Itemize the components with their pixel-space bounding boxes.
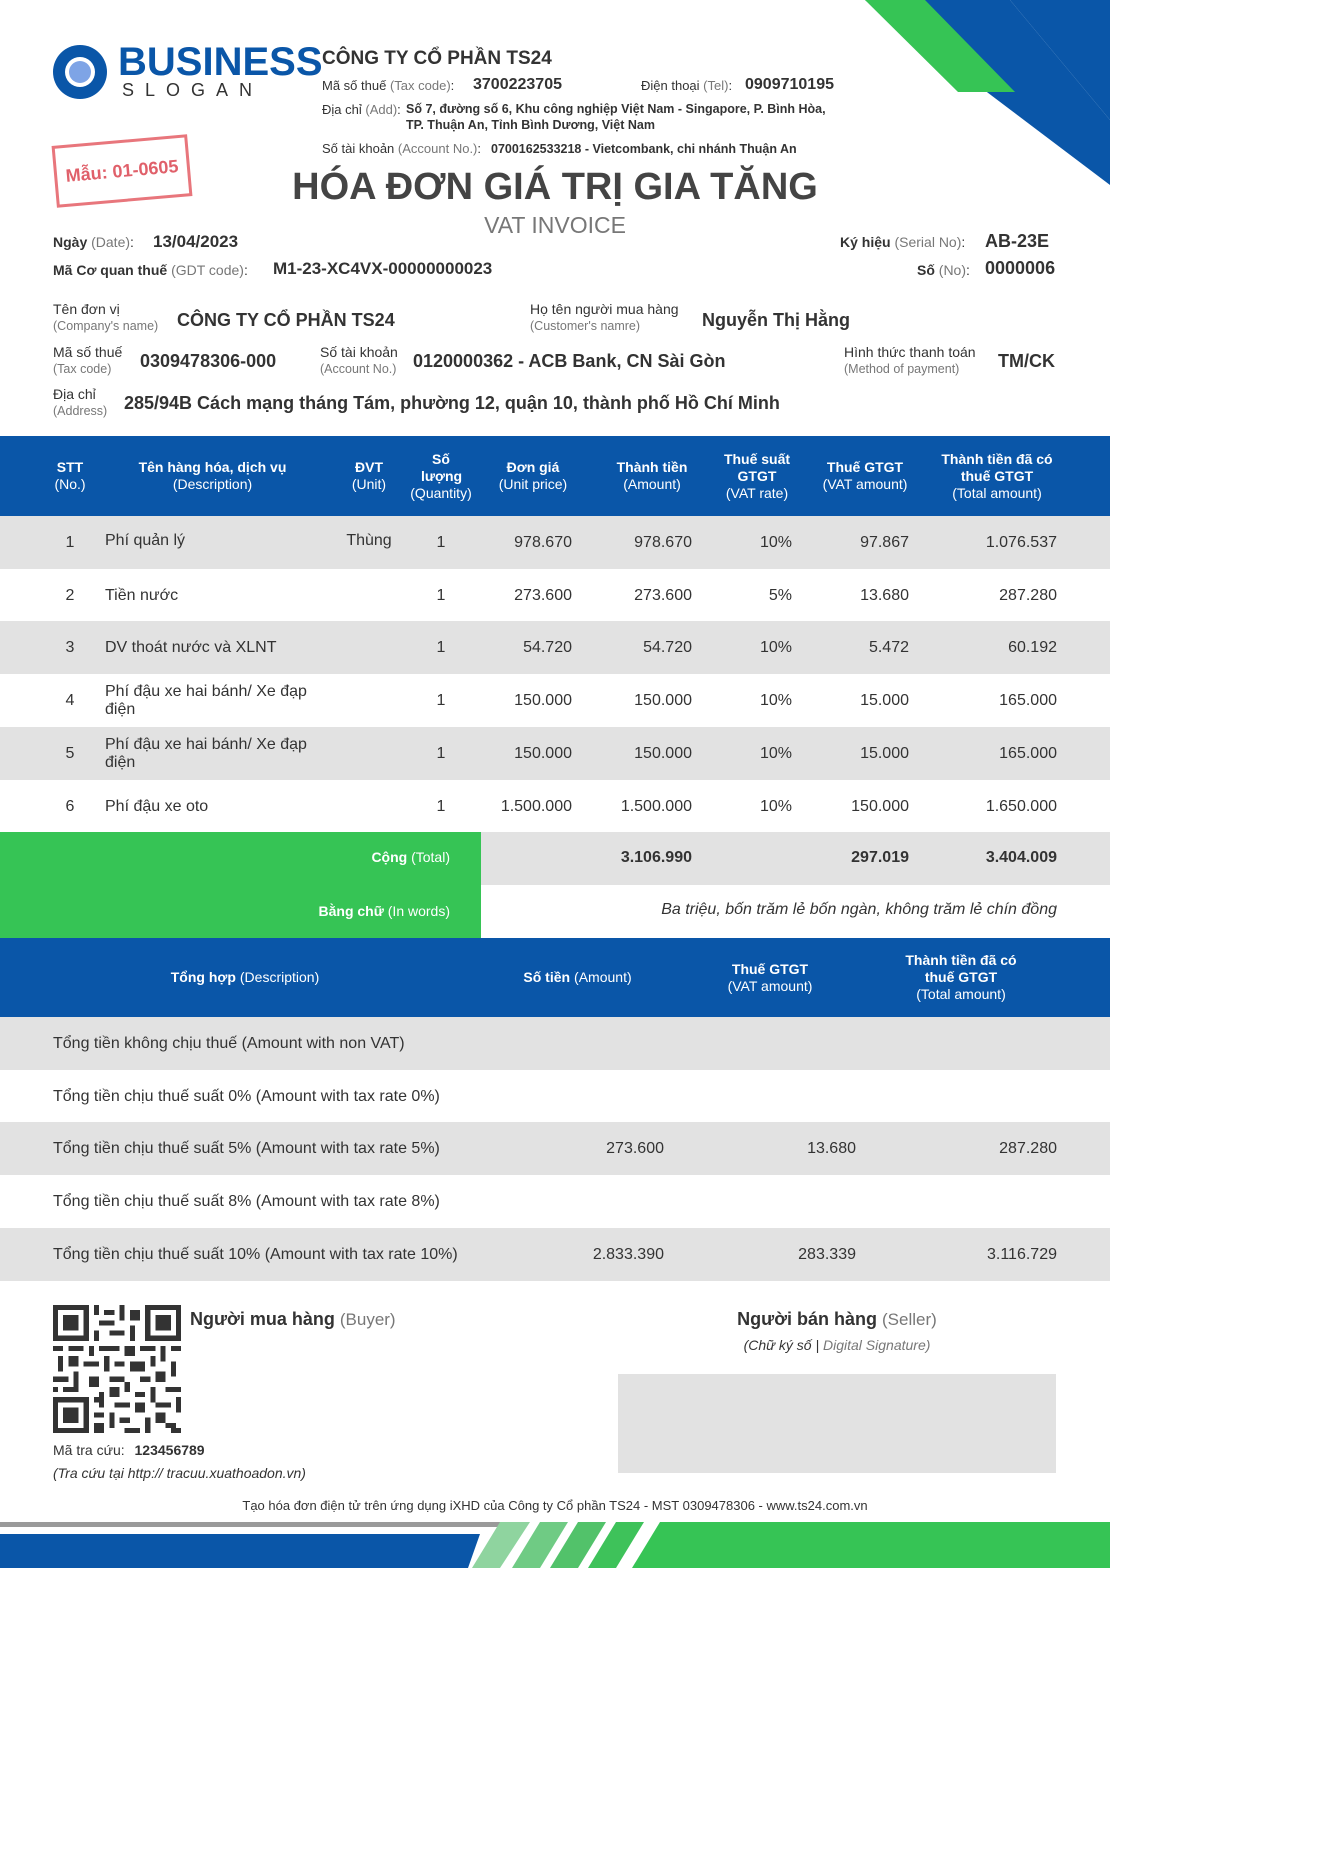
total-with-vat: 3.404.009 — [985, 849, 1057, 866]
customer-label — [530, 301, 679, 335]
summary-row: Tổng tiền chịu thuế suất 10% (Amount with tax rate 10%) 2.833.390 283.339 3.116.729 — [0, 1228, 1110, 1281]
seller-signature-note: (Chữ ký số | Digital Signature) — [743, 1337, 931, 1353]
invoice-title: HÓA ĐƠN GIÁ TRỊ GIA TĂNG — [292, 166, 818, 208]
buyer-signature-title: Người mua hàng (Buyer) — [190, 1309, 396, 1329]
lookup-note: (Tra cứu tại http:// tracuu.xuathoadon.vn) — [53, 1465, 306, 1481]
date-label-row: Ngày (Date): — [53, 234, 134, 250]
th-qty: Số lượng (Quantity) — [410, 450, 472, 501]
no-label-row: Số (No): — [917, 262, 970, 278]
th-rate: Thuế suất GTGT (VAT rate) — [723, 450, 791, 501]
sth-amount: Số tiền (Amount) — [523, 969, 632, 985]
seller-tax-row: Mã số thuế (Tax code): — [322, 78, 455, 93]
buyer-addr-label-vi: Địa chỉ — [53, 386, 96, 402]
amount-in-words: Ba triệu, bốn trăm lẻ bốn ngàn, không trăm lẻ chín đồng — [661, 901, 1057, 918]
items-table-header — [0, 436, 1110, 516]
seller-tel: 0909710195 — [745, 76, 834, 93]
summary-row: Tổng tiền chịu thuế suất 8% (Amount with tax rate 8%) — [53, 1192, 440, 1210]
logo-slogan: SLOGAN — [122, 80, 264, 100]
serial-label-row: Ký hiệu (Serial No): — [840, 234, 966, 250]
table-row: 6 Phí đậu xe oto 1 1.500.000 1.500.000 10% 150.000 1.650.000 — [65, 797, 1057, 815]
no-label: Số — [917, 262, 935, 278]
buyer-acc-label-vi: Số tài khoản — [320, 344, 398, 360]
payment-method: TM/CK — [998, 351, 1055, 371]
logo-mark — [53, 45, 107, 99]
th-amount: Thành tiền (Amount) — [616, 459, 688, 492]
gdt-label: Mã Cơ quan thuế — [53, 262, 168, 278]
gdt-label-row: Mã Cơ quan thuế (GDT code): — [53, 262, 248, 278]
invoice-no: 0000006 — [985, 258, 1056, 278]
summary-row: Tổng tiền chịu thuế suất 5% (Amount with tax rate 5%) 273.600 13.680 287.280 — [0, 1122, 1110, 1175]
invoice-subtitle: VAT INVOICE — [484, 212, 626, 238]
total-vat: 297.019 — [851, 849, 909, 866]
buyer-company-label-en: (Company's name) — [53, 319, 159, 333]
seller-addr-line2: TP. Thuận An, Tỉnh Bình Dương, Việt Nam — [406, 118, 655, 132]
payment-label — [844, 344, 976, 378]
seller-addr-row: Địa chỉ (Add): — [322, 102, 401, 117]
seller-tel-label: Điện thoại — [641, 78, 700, 93]
logo-word: BUSINESS — [118, 40, 323, 84]
form-stamp: Mẫu: 01-0605 — [52, 134, 193, 208]
summary-row: Tổng tiền chịu thuế suất 0% (Amount with tax rate 0%) — [53, 1087, 440, 1105]
table-row: 3 DV thoát nước và XLNT 1 54.720 54.720 10% 5.472 60.192 — [0, 621, 1110, 674]
buyer-tax-code: 0309478306-000 — [140, 351, 277, 371]
sth-vat: Thuế GTGT (VAT amount) — [727, 960, 813, 994]
lookup-row — [53, 1442, 205, 1458]
seller-account: 0700162533218 - Vietcombank, chi nhánh Thuận An — [491, 142, 797, 156]
th-unit: ĐVT (Unit) — [351, 459, 387, 492]
seller-addr-line1: Số 7, đường số 6, Khu công nghiệp Việt Nam - Singapore, P. Bình Hòa, — [406, 102, 826, 116]
table-row: 5 Phí đậu xe hai bánh/ Xe đạp điện 1 150.000 150.000 10% 15.000 165.000 — [0, 727, 1110, 780]
sth-total: Thành tiền đã có thuế GTGT (Total amount) — [905, 952, 1017, 1002]
serial-no: AB-23E — [985, 231, 1050, 251]
customer-name: Nguyễn Thị Hằng — [702, 310, 850, 330]
totals-label-block — [0, 832, 481, 938]
footer-decoration — [0, 1522, 1110, 1568]
summary-row: Tổng tiền không chịu thuế (Amount with non VAT) — [0, 1017, 1110, 1070]
buyer-acc-label — [320, 344, 398, 378]
buyer-address: 285/94B Cách mạng tháng Tám, phường 12, quận 10, thành phố Hồ Chí Minh — [124, 393, 780, 413]
buyer-account: 0120000362 - ACB Bank, CN Sài Gòn — [413, 351, 726, 371]
table-row: 4 Phí đậu xe hai bánh/ Xe đạp điện 1 150.000 150.000 10% 15.000 165.000 — [65, 682, 1057, 718]
th-price: Đơn giá (Unit price) — [498, 459, 568, 492]
total-amount: 3.106.990 — [620, 849, 692, 866]
invoice-date: 13/04/2023 — [153, 232, 239, 251]
table-row: 1 Phí quản lý Thùng 1 978.670 978.670 10% 97.867 1.076.537 — [0, 516, 1110, 569]
footer-text: Tạo hóa đơn điện tử trên ứng dụng iXHD của Công ty Cổ phần TS24 - MST 0309478306 - www.ts24.com.vn — [242, 1498, 868, 1513]
date-label: Ngày — [53, 234, 88, 250]
digital-signature-box — [618, 1374, 1056, 1473]
buyer-tax-label-en: (Tax code) — [53, 362, 112, 376]
buyer-addr-label — [53, 386, 107, 420]
serial-label-en: (Serial No) — [894, 234, 962, 250]
seller-tax-label: Mã số thuế — [322, 78, 387, 93]
seller-company: CÔNG TY CỔ PHẦN TS24 — [322, 48, 552, 69]
table-row: 2 Tiền nước 1 273.600 273.600 5% 13.680 287.280 — [65, 586, 1057, 604]
seller-tel-row: Điện thoại (Tel): — [641, 78, 733, 93]
qr-code-icon — [53, 1305, 181, 1433]
seller-tel-label-en: (Tel) — [703, 78, 729, 93]
total-label: Cộng (Total) — [371, 849, 450, 865]
sth-desc: Tổng hợp (Description) — [170, 969, 320, 985]
gdt-code: M1-23-XC4VX-00000000023 — [273, 259, 493, 278]
th-no: STT (No.) — [54, 459, 86, 492]
th-desc: Tên hàng hóa, dịch vụ (Description) — [138, 459, 287, 492]
seller-signature-title: Người bán hàng (Seller) — [737, 1309, 937, 1329]
buyer-company-label — [53, 301, 158, 335]
seller-acc-row: Số tài khoản (Account No.): — [322, 141, 482, 156]
seller-addr-label: Địa chỉ — [322, 102, 362, 117]
date-label-en: (Date) — [91, 234, 131, 250]
seller-tax-label-en: (Tax code) — [389, 78, 451, 93]
buyer-company: CÔNG TY CỔ PHẦN TS24 — [177, 310, 395, 330]
buyer-company-label-vi: Tên đơn vị — [53, 301, 120, 317]
th-vat: Thuế GTGT (VAT amount) — [822, 459, 908, 492]
seller-acc-label: Số tài khoản — [322, 141, 395, 156]
seller-tax-code: 3700223705 — [473, 76, 562, 93]
buyer-tax-label-vi: Mã số thuế — [53, 344, 123, 360]
words-label: Bằng chữ (In words) — [318, 903, 450, 919]
seller-addr-label-en: (Add) — [365, 102, 398, 117]
payment-label-en: (Method of payment) — [844, 362, 960, 376]
lookup-label: Mã tra cứu: — [53, 1442, 125, 1458]
buyer-addr-label-en: (Address) — [53, 404, 108, 418]
summary-table-header — [0, 938, 1110, 1017]
seller-acc-label-en: (Account No.) — [397, 141, 478, 156]
payment-label-vi: Hình thức thanh toán — [844, 344, 976, 360]
customer-label-en: (Customer's namre) — [530, 319, 641, 333]
gdt-label-en: (GDT code) — [171, 262, 244, 278]
buyer-acc-label-en: (Account No.) — [320, 362, 397, 376]
th-total: Thành tiền đã có thuế GTGT (Total amount) — [941, 450, 1053, 501]
buyer-tax-label — [53, 344, 122, 378]
serial-label: Ký hiệu — [840, 234, 891, 250]
no-label-en: (No) — [938, 262, 967, 278]
lookup-code: 123456789 — [134, 1442, 205, 1458]
customer-label-vi: Họ tên người mua hàng — [530, 301, 679, 317]
